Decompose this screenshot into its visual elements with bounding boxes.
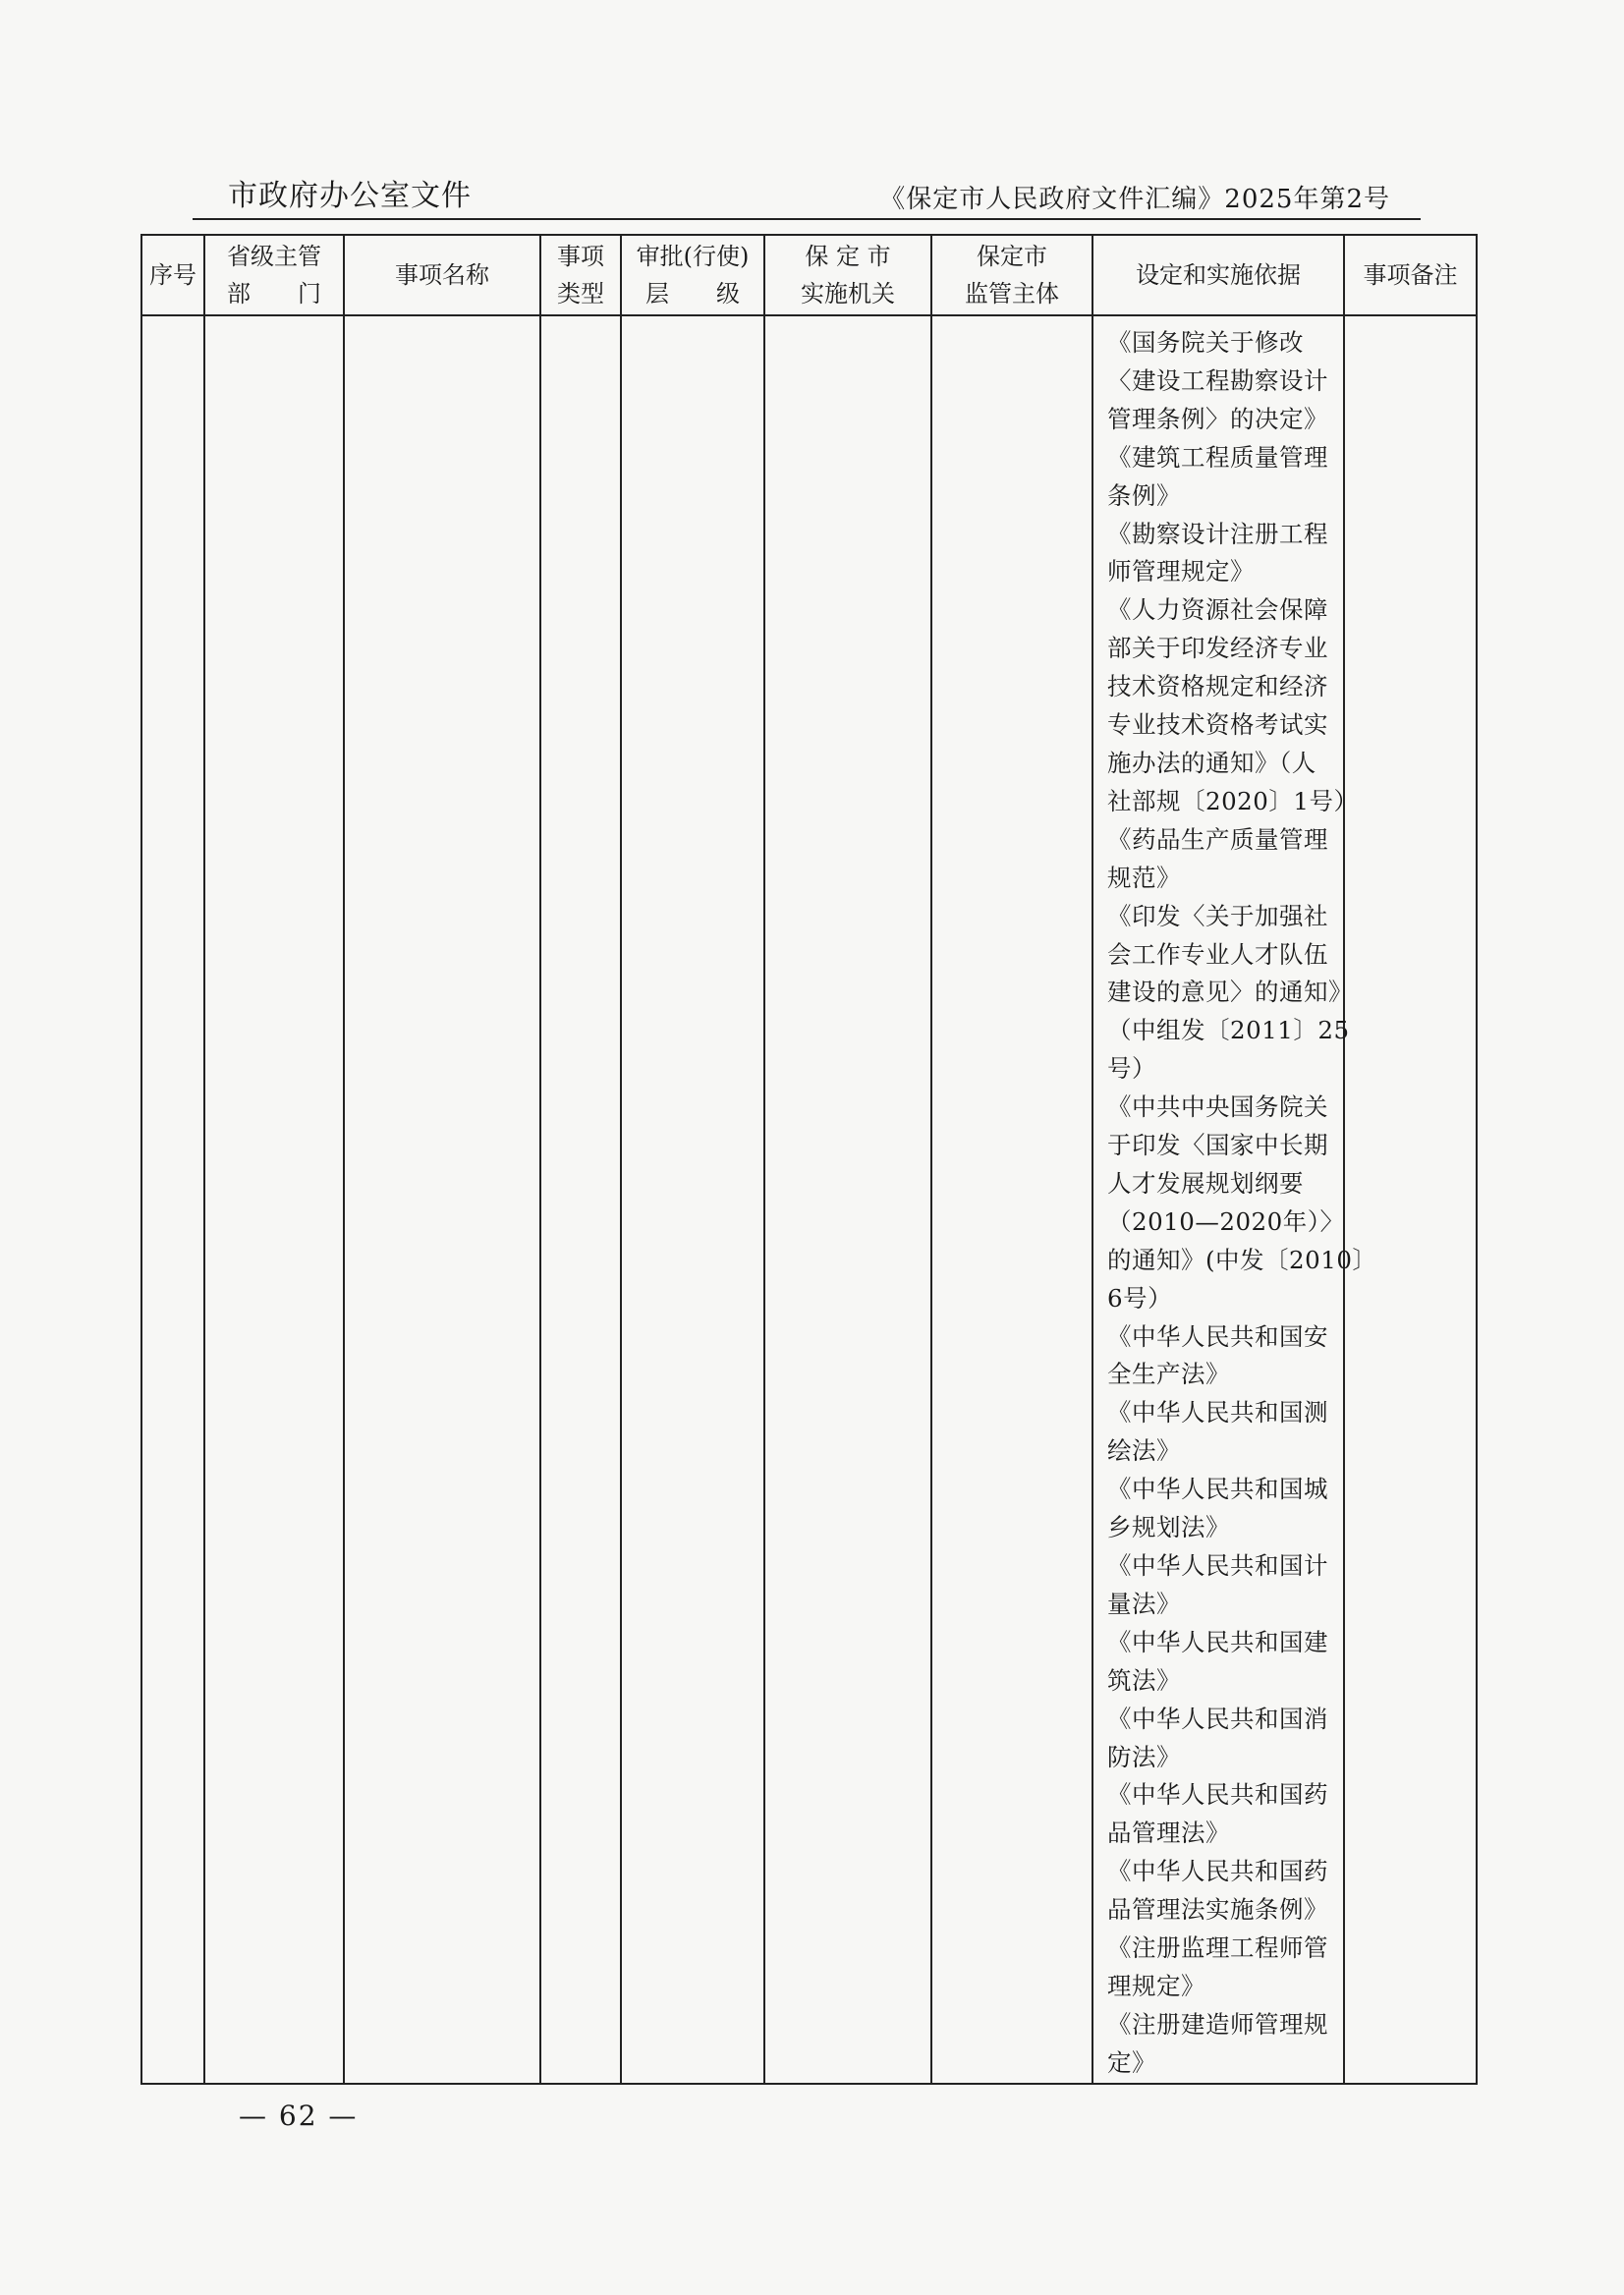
legal-basis-line: 《中华人民共和国安 xyxy=(1107,1321,1328,1351)
cell-remarks xyxy=(1344,315,1477,2084)
legal-basis-line: 《中华人民共和国药 xyxy=(1107,1780,1328,1810)
legal-basis-line: 规范》 xyxy=(1107,863,1181,892)
legal-basis-line: 《注册监理工程师管 xyxy=(1107,1933,1328,1963)
legal-basis-line: 建设的意见〉的通知》 xyxy=(1107,978,1353,1007)
legal-basis-line: 师管理规定》 xyxy=(1107,557,1255,587)
legal-basis-line: 《勘察设计注册工程 xyxy=(1107,519,1328,548)
table-row xyxy=(141,315,1477,2084)
legal-basis-text xyxy=(1093,316,1377,2083)
col-header-implementing-agency: 保 定 市 实施机关 xyxy=(764,235,931,315)
table-header-row xyxy=(141,235,1477,315)
legal-basis-line: 《中华人民共和国测 xyxy=(1107,1398,1328,1427)
legal-basis-line: 技术资格规定和经济 xyxy=(1107,672,1328,701)
legal-basis-line: 人才发展规划纲要 xyxy=(1107,1168,1304,1198)
legal-basis-line: 《建筑工程质量管理 xyxy=(1107,442,1328,472)
legal-basis-line: 条例》 xyxy=(1107,480,1181,510)
legal-basis-line: （中组发〔2011〕25 xyxy=(1107,1016,1350,1045)
header-divider xyxy=(193,218,1421,220)
legal-basis-line: 乡规划法》 xyxy=(1107,1513,1230,1542)
legal-basis-line: 会工作专业人才队伍 xyxy=(1107,939,1328,969)
legal-basis-line: 量法》 xyxy=(1107,1589,1181,1618)
legal-basis-line: 《中华人民共和国计 xyxy=(1107,1551,1328,1580)
legal-basis-line: 筑法》 xyxy=(1107,1665,1181,1695)
col-header-legal-basis: 设定和实施依据 xyxy=(1092,235,1344,315)
col-header-supervising-body: 保定市 监管主体 xyxy=(931,235,1092,315)
cell-item-name xyxy=(344,315,540,2084)
items-table xyxy=(140,234,1478,2085)
col-header-approval-level: 审批(行使) 层 级 xyxy=(621,235,764,315)
col-header-item-name: 事项名称 xyxy=(344,235,540,315)
legal-basis-line: 防法》 xyxy=(1107,1742,1181,1771)
legal-basis-line: 理规定》 xyxy=(1107,1971,1205,2000)
legal-basis-line: 于印发〈国家中长期 xyxy=(1107,1131,1328,1160)
legal-basis-line: 施办法的通知》（人 xyxy=(1107,748,1316,777)
legal-basis-line: 〈建设工程勘察设计 xyxy=(1107,365,1328,395)
cell-provincial-department xyxy=(204,315,344,2084)
cell-approval-level xyxy=(621,315,764,2084)
cell-index xyxy=(141,315,204,2084)
legal-basis-line: 《人力资源社会保障 xyxy=(1107,595,1328,625)
col-header-index: 序号 xyxy=(141,235,204,315)
legal-basis-line: 管理条例〉的决定》 xyxy=(1107,404,1328,433)
cell-item-type xyxy=(540,315,621,2084)
col-header-provincial-department: 省级主管 部 门 xyxy=(204,235,344,315)
legal-basis-line: 定》 xyxy=(1107,2047,1156,2077)
col-header-item-type: 事项 类型 xyxy=(540,235,621,315)
cell-legal-basis xyxy=(1092,315,1377,2084)
legal-basis-line: 《中华人民共和国消 xyxy=(1107,1704,1328,1733)
legal-basis-line: （2010—2020年）〉 xyxy=(1107,1206,1345,1236)
header-left-title: 市政府办公室文件 xyxy=(228,179,472,213)
legal-basis-line: 全生产法》 xyxy=(1107,1360,1230,1389)
legal-basis-line: 专业技术资格考试实 xyxy=(1107,710,1328,740)
col-header-remarks: 事项备注 xyxy=(1344,235,1477,315)
legal-basis-line: 《国务院关于修改 xyxy=(1107,328,1304,357)
legal-basis-line: 品管理法》 xyxy=(1107,1819,1230,1848)
legal-basis-line: 绘法》 xyxy=(1107,1436,1181,1466)
legal-basis-line: 《药品生产质量管理 xyxy=(1107,824,1328,854)
legal-basis-line: 《印发〈关于加强社 xyxy=(1107,901,1328,930)
legal-basis-line: 6号） xyxy=(1107,1283,1173,1313)
legal-basis-line: 《中华人民共和国药 xyxy=(1107,1857,1328,1886)
header-right-title: 《保定市人民政府文件汇编》2025年第2号 xyxy=(879,185,1390,214)
legal-basis-line: 《中共中央国务院关 xyxy=(1107,1092,1328,1122)
page-number: — 62 — xyxy=(239,2099,359,2132)
legal-basis-line: 《中华人民共和国城 xyxy=(1107,1475,1328,1504)
legal-basis-line: 社部规〔2020〕1号） xyxy=(1107,786,1359,815)
legal-basis-line: 的通知》(中发〔2010〕 xyxy=(1107,1245,1377,1274)
legal-basis-line: 部关于印发经济专业 xyxy=(1107,634,1328,663)
cell-supervising-body xyxy=(931,315,1092,2084)
legal-basis-line: 《中华人民共和国建 xyxy=(1107,1627,1328,1656)
cell-implementing-agency xyxy=(764,315,931,2084)
legal-basis-line: 《注册建造师管理规 xyxy=(1107,2009,1328,2039)
legal-basis-line: 号） xyxy=(1107,1054,1156,1084)
items-table-container xyxy=(140,234,1476,2077)
legal-basis-line: 品管理法实施条例》 xyxy=(1107,1895,1328,1925)
